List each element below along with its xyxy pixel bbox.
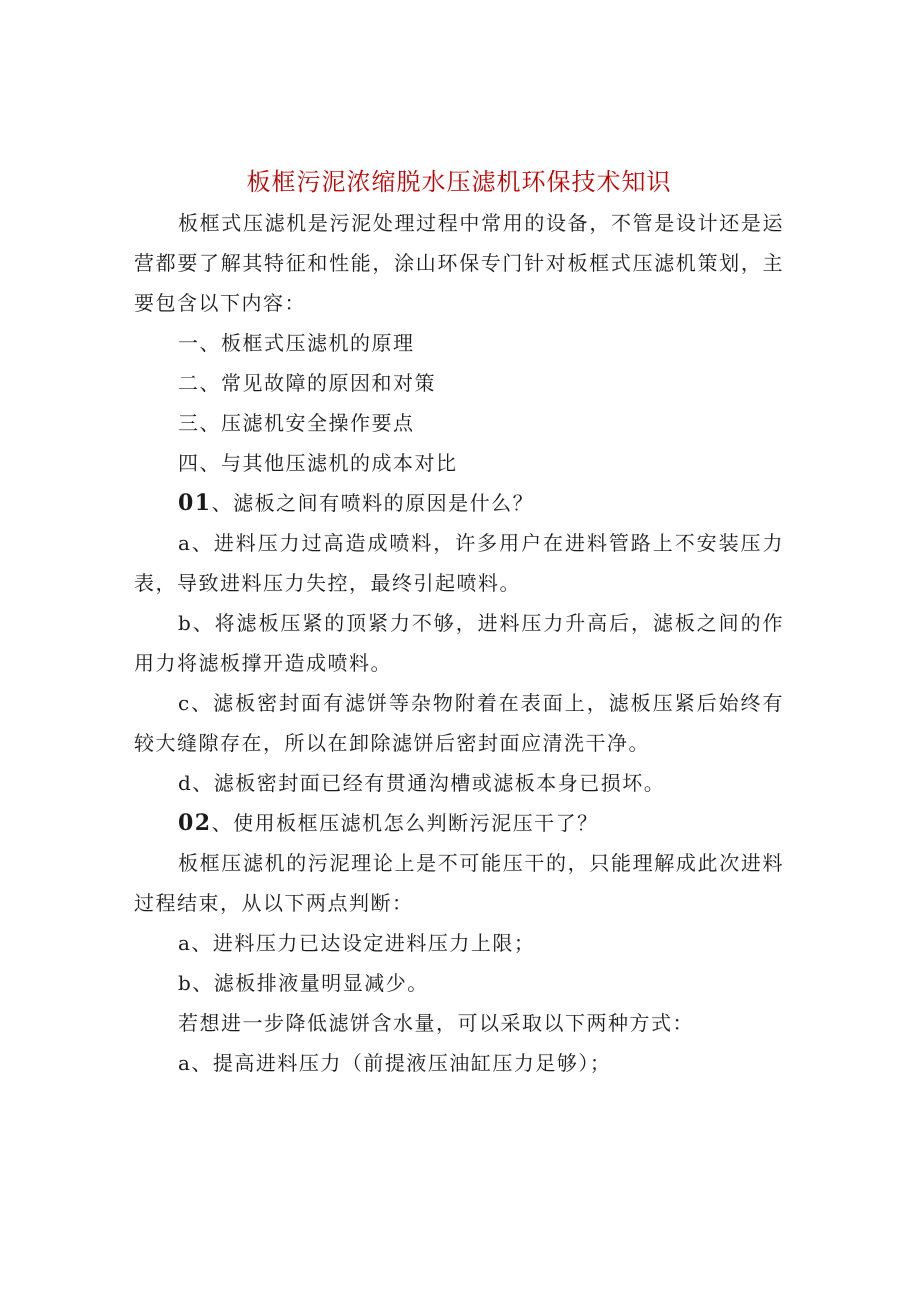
question-1-answer-a: a、进料压力过高造成喷料，许多用户在进料管路上不安装压力表，导致进料压力失控，最终引起喷料。: [134, 531, 784, 595]
question-2-text: 、使用板框压滤机怎么判断污泥压干了？: [211, 811, 599, 835]
outline-item-1: 一、板框式压滤机的原理: [178, 331, 415, 355]
question-1-number: 01: [178, 490, 212, 516]
question-2-point-b: b、滤板排液量明显减少。: [178, 971, 429, 995]
document-title: 板框污泥浓缩脱水压滤机环保技术知识: [246, 168, 672, 196]
document-content: [134, 162, 784, 1083]
question-1-text: 、滤板之间有喷料的原因是什么？: [211, 491, 535, 515]
question-2-number: 02: [178, 810, 212, 836]
question-1-answer-d: d、滤板密封面已经有贯通沟槽或滤板本身已损坏。: [178, 771, 666, 795]
outline-item-3: 三、压滤机安全操作要点: [178, 411, 415, 435]
question-2-method-a: a、提高进料压力（前提液压油缸压力足够）；: [178, 1051, 612, 1075]
question-1-answer-c: c、滤板密封面有滤饼等杂物附着在表面上，滤板压紧后始终有较大缝隙存在，所以在卸除滤饼后密封面应清洗干净。: [134, 691, 784, 755]
outline-item-4: 四、与其他压滤机的成本对比: [178, 451, 458, 475]
question-2-heading: [134, 803, 784, 843]
intro-paragraph: 板框式压滤机是污泥处理过程中常用的设备，不管是设计还是运营都要了解其特征和性能，涂山环保专门针对板框式压滤机策划，主要包含以下内容：: [134, 211, 784, 315]
question-1-answer-b: b、将滤板压紧的顶紧力不够，进料压力升高后，滤板之间的作用力将滤板撑开造成喷料。: [134, 611, 784, 675]
question-1-heading: [134, 483, 784, 523]
question-2-point-a: a、进料压力已达设定进料压力上限；: [178, 931, 536, 955]
outline-item-2: 二、常见故障的原因和对策: [178, 371, 436, 395]
question-2-further: 若想进一步降低滤饼含水量，可以采取以下两种方式：: [178, 1011, 694, 1035]
question-2-body: 板框压滤机的污泥理论上是不可能压干的，只能理解成此次进料过程结束，从以下两点判断：: [134, 851, 784, 915]
